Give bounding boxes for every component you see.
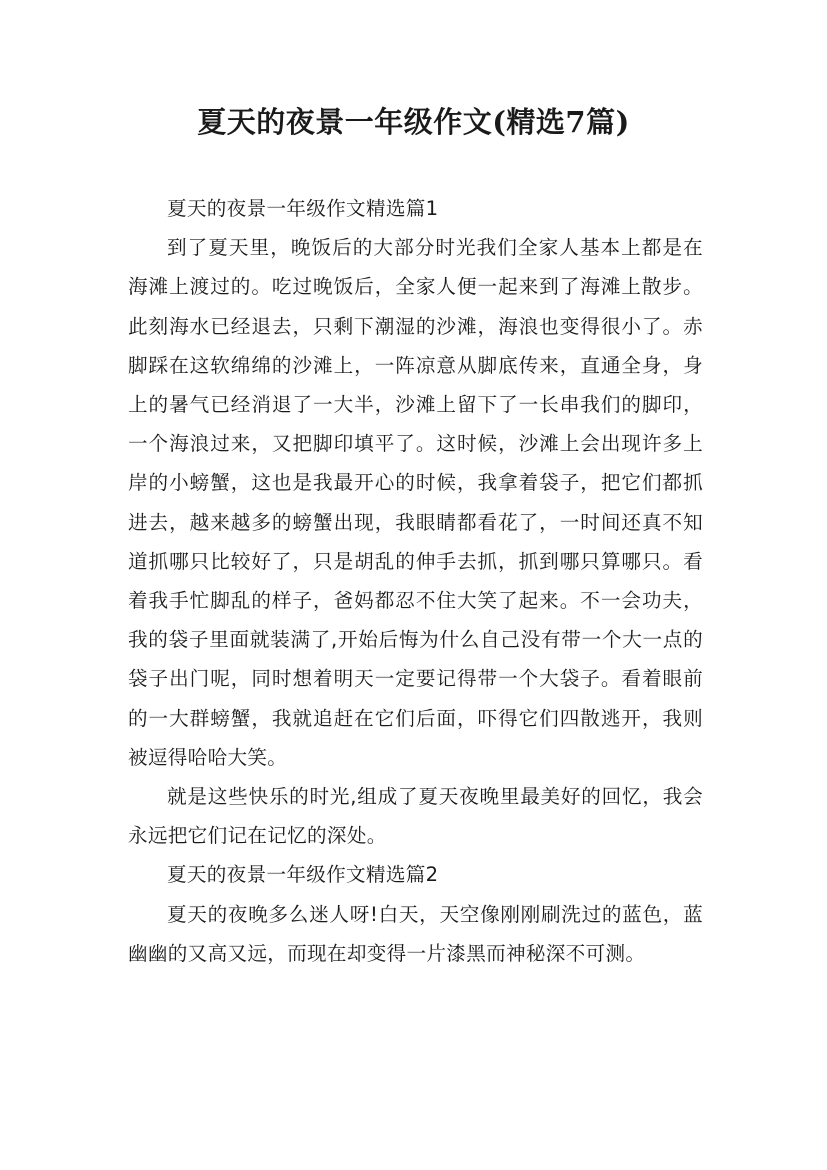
document-body xyxy=(128,189,703,973)
section-1-paragraph-2: 就是这些快乐的时光,组成了夏天夜晚里最美好的回忆，我会永远把它们记在记忆的深处。 xyxy=(128,785,703,848)
section-heading-1: 夏天的夜景一年级作文精选篇1 xyxy=(167,197,439,220)
section-heading-2: 夏天的夜景一年级作文精选篇2 xyxy=(167,863,439,887)
document-title: 夏天的夜景一年级作文(精选7篇) xyxy=(197,105,630,139)
section-2-paragraph-1: 夏天的夜晚多么迷人呀!白天，天空像刚刚刷洗过的蓝色，蓝幽幽的又高又远，而现在却变得一片漆黑而神秘深不可测。 xyxy=(128,902,703,965)
section-1-paragraph-1: 到了夏天里，晚饭后的大部分时光我们全家人基本上都是在海滩上渡过的。吃过晚饭后，全家人便一起来到了海滩上散步。此刻海水已经退去，只剩下潮湿的沙滩，海浪也变得很小了。赤脚踩在这软绵绵的沙滩上，一阵凉意从脚底传来，直通全身，身上的暑气已经消退了一大半，沙滩上留下了一长串我们的脚印，一个海浪过来，又把脚印填平了。这时候，沙滩上会出现许多上岸的小螃蟹，这也是我最开心的时候，我拿着袋子，把它们都抓进去，越来越多的螃蟹出现，我眼睛都看花了，一时间还真不知道抓哪只比较好了，只是胡乱的伸手去抓，抓到哪只算哪只。看着我手忙脚乱的样子，爸妈都忍不住大笑了起来。不一会功夫，我的袋子里面就装满了,开始后悔为什么自己没有带一个大一点的袋子出门呢，同时想着明天一定要记得带一个大袋子。看着眼前的一大群螃蟹，我就追赶在它们后面，吓得它们四散逃开，我则被逗得哈哈大笑。 xyxy=(128,236,703,769)
